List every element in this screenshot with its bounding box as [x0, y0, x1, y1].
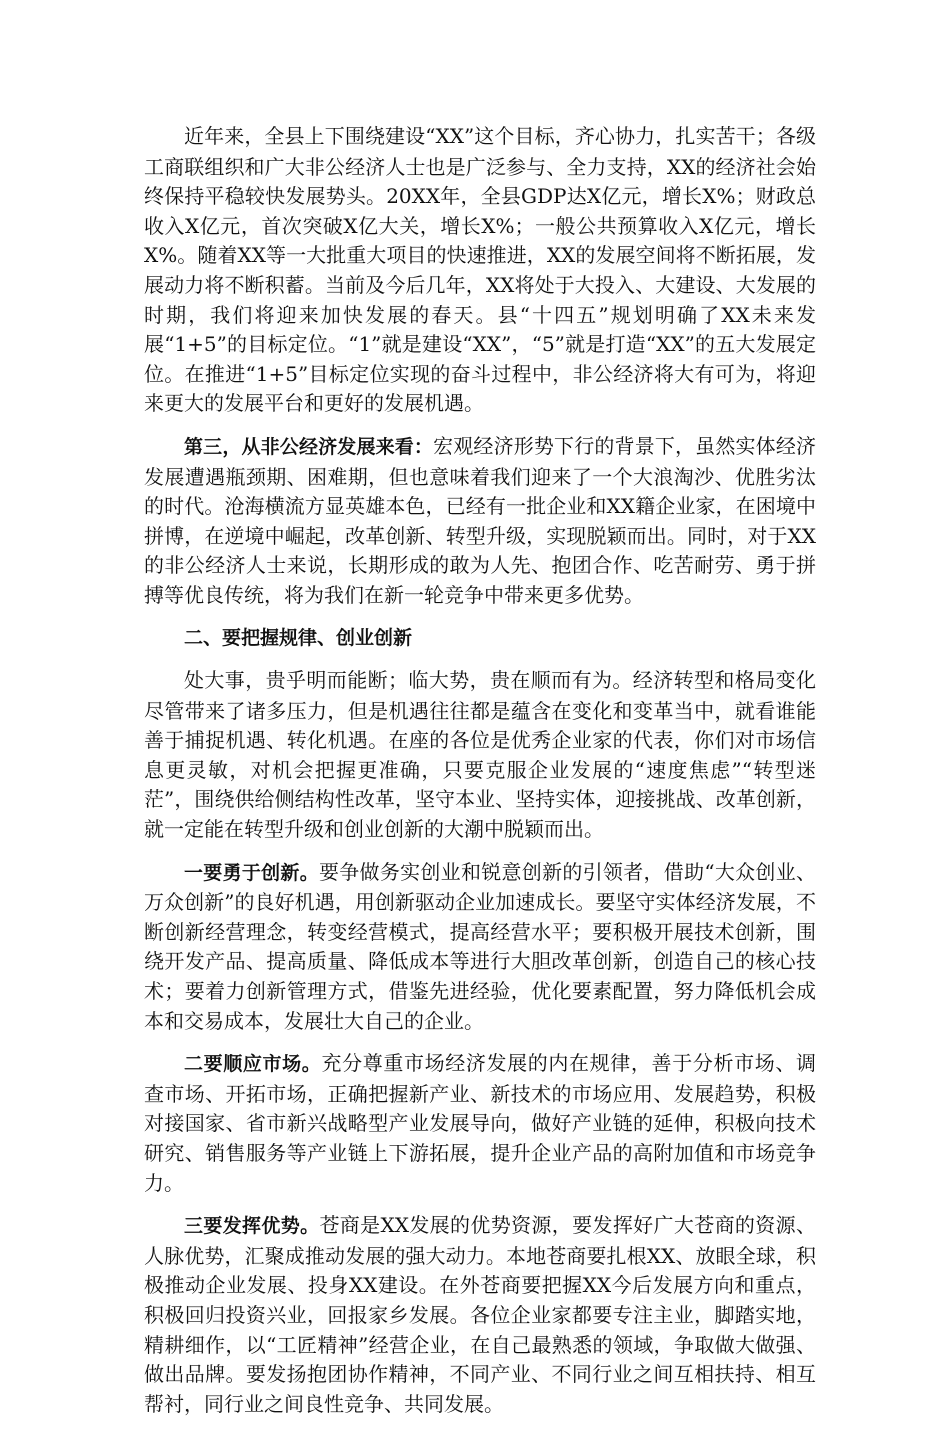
paragraph-leverage-advantages — [144, 1211, 816, 1419]
document-body — [144, 122, 816, 1432]
paragraph-lead: 第三，从非公经济发展来看： — [184, 435, 434, 458]
paragraph-follow-market — [144, 1049, 816, 1198]
paragraph-lead: 三要发挥优势。 — [184, 1215, 320, 1238]
paragraph-lead: 二要顺应市场。 — [184, 1053, 322, 1076]
paragraph-text: 处大事，贵乎明而能断；临大势，贵在顺而有为。经济转型和格局变化尽管带来了诸多压力，但是机遇往往都是蕴含在变化和变革当中，就看谁能善于捕捉机遇、转化机遇。在座的各位是优秀企业家的代表，你们对市场信息更灵敏，对机会把握更准确，只要克服企业发展的“速度焦虑”“转型迷茫”，围绕供给侧结构性改革，坚守本业、坚持实体，迎接挑战、改革创新，就一定能在转型升级和创业创新的大潮中脱颖而出。 — [144, 668, 816, 842]
paragraph-development-overview — [144, 122, 816, 419]
paragraph-text: 要争做务实创业和锐意创新的引领者，借助“大众创业、万众创新”的良好机遇，用创新驱动企业加速成长。要坚守实体经济发展，不断创新经营理念，转变经营模式，提高经营水平；要积极开展技术创新，围绕开发产品、提高质量、降低成本等进行大胆改革创新，创造自己的核心技术；要着力创新管理方式，借鉴先进经验，优化要素配置，努力降低机会成本和交易成本，发展壮大自己的企业。 — [144, 859, 816, 1033]
paragraph-seize-opportunity — [144, 666, 816, 845]
paragraph-text: 充分尊重市场经济发展的内在规律，善于分析市场、调查市场、开拓市场，正确把握新产业、新技术的市场应用、发展趋势，积极对接国家、省市新兴战略型产业发展导向，做好产业链的延伸，积极向技术研究、销售服务等产业链上下游拓展，提升企业产品的高附加值和市场竞争力。 — [144, 1051, 816, 1195]
paragraph-innovate — [144, 858, 816, 1037]
paragraph-text: 近年来，全县上下围绕建设“XX”这个目标，齐心协力，扎实苦干；各级工商联组织和广大非公经济人士也是广泛参与、全力支持，XX的经济社会始终保持平稳较快发展势头。20XX年，全县GDP达X亿元，增长X%；财政总收入X亿元，首次突破X亿大关，增长X%；一般公共预算收入X亿元，增长X%。随着XX等一大批重大项目的快速推进，XX的发展空间将不断拓展，发展动力将不断积蓄。当前及今后几年，XX将处于大投入、大建设、大发展的时期，我们将迎来加快发展的春天。县“十四五”规划明确了XX未来发展“1+5”的目标定位。“1”就是建设“XX”，“5”就是打造“XX”的五大发展定位。在推进“1+5”目标定位实现的奋斗过程中，非公经济将大有可为，将迎来更大的发展平台和更好的发展机遇。 — [144, 124, 816, 416]
paragraph-text: 宏观经济形势下行的背景下，虽然实体经济发展遭遇瓶颈期、困难期，但也意味着我们迎来了一个大浪淘沙、优胜劣汰的时代。沧海横流方显英雄本色，已经有一批企业和XX籍企业家，在困境中拼博，在逆境中崛起，改革创新、转型升级，实现脱颖而出。同时，对于XX的非公经济人士来说，长期形成的敢为人先、抱团合作、吃苦耐劳、勇于拼搏等优良传统，将为我们在新一轮竞争中带来更多优势。 — [144, 433, 816, 607]
section-heading: 二、要把握规律、创业创新 — [184, 626, 413, 649]
paragraph-third-point — [144, 432, 816, 611]
paragraph-text: 苍商是XX发展的优势资源，要发挥好广大苍商的资源、人脉优势，汇聚成推动发展的强大动力。本地苍商要扎根XX、放眼全球，积极推动企业发展、投身XX建设。在外苍商要把握XX今后发展方向和重点，积极回归投资兴业，回报家乡发展。各位企业家都要专注主业，脚踏实地，精耕细作，以“工匠精神”经营企业，在自己最熟悉的领域，争取做大做强、做出品牌。要发扬抱团协作精神，不同产业、不同行业之间互相扶持、相互帮衬，同行业之间良性竞争、共同发展。 — [144, 1213, 816, 1416]
paragraph-lead: 一要勇于创新。 — [184, 861, 319, 884]
